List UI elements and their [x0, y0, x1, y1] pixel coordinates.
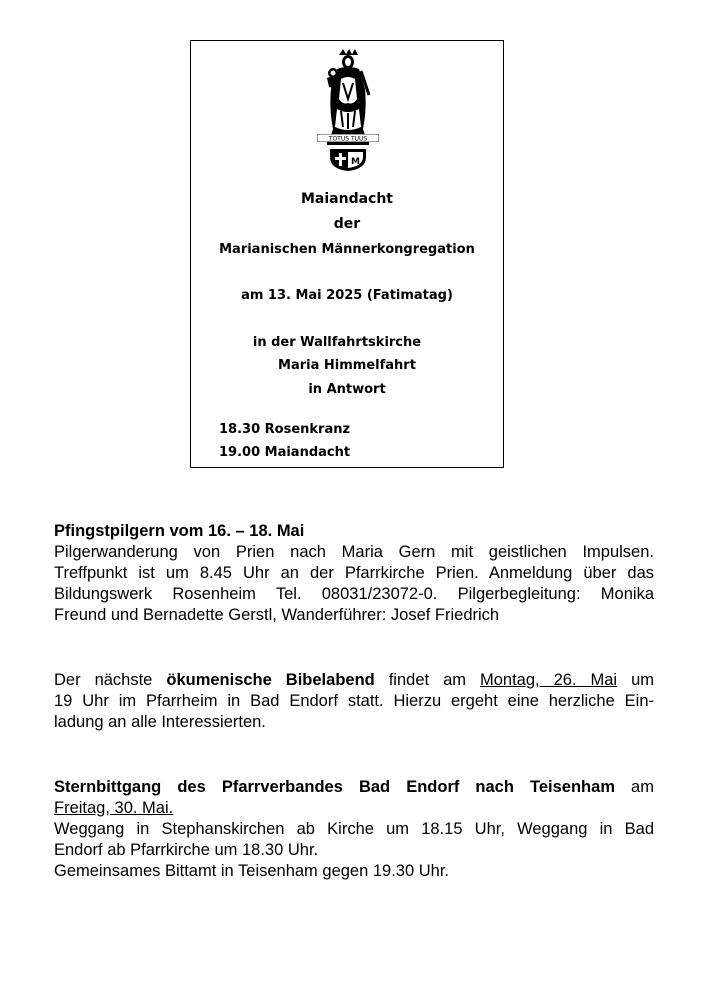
sternbittgang-line5: Gemeinsames Bittamt in Teisenham gegen 19.30 Uhr.: [54, 862, 449, 880]
notice-place-line3: in Antwort: [308, 382, 386, 397]
bibelabend-text: Der nächste: [54, 671, 167, 689]
sternbittgang-line4: Endorf ab Pfarrkirche um 18.30 Uhr.: [54, 841, 319, 859]
notice-title-der: der: [333, 216, 361, 232]
bibelabend-line3: ladung an alle Interessierten.: [54, 713, 266, 731]
maiandacht-notice-box: [190, 40, 504, 468]
emblem-banner: [317, 134, 379, 142]
sternbittgang-heading: Sternbittgang des Pfarrverbandes Bad Endorf nach Teisenham: [54, 778, 615, 796]
sternbittgang-section: [54, 777, 654, 882]
madonna-statue-emblem-icon: [315, 49, 381, 171]
schedule-item-maiandacht: 19.00 Maiandacht: [219, 445, 351, 460]
bibelabend-title: ökumenische Bibelabend: [166, 671, 375, 689]
sternbittgang-date: Freitag, 30. Mai.: [54, 799, 174, 817]
sternbittgang-line3: Weggang in Stephanskirchen ab Kirche um 18.15 Uhr, Weggang in Bad: [54, 820, 654, 838]
bibelabend-date: Montag, 26. Mai: [479, 671, 618, 689]
sternbittgang-heading-line: [54, 777, 654, 798]
notice-organization: Marianischen Männerkongregation: [219, 242, 475, 257]
bibelabend-text: um: [617, 671, 655, 689]
bibelabend-line2: 19 Uhr im Pfarrheim in Bad Endorf statt. Hierzu ergeht eine herzliche Ein-: [54, 692, 654, 710]
pfingstpilgern-section: [54, 521, 654, 626]
bibelabend-section: [54, 670, 654, 733]
notice-place-line1: in der Wallfahrtskirche: [252, 335, 422, 350]
schedule-item-rosenkranz: 18.30 Rosenkranz: [219, 422, 351, 437]
pfingstpilgern-line: Freund und Bernadette Gerstl, Wanderführer: Josef Friedrich: [54, 606, 500, 624]
notice-place-line2: Maria Himmelfahrt: [278, 358, 416, 373]
sternbittgang-text: am: [614, 778, 654, 796]
bibelabend-line1: [54, 670, 654, 691]
pfingstpilgern-line: Bildungswerk Rosenheim Tel. 08031/23072-0. Pilgerbegleitung: Monika: [54, 585, 654, 603]
pfingstpilgern-line: Pilgerwanderung von Prien nach Maria Gern mit geistlichen Impulsen.: [54, 543, 654, 561]
notice-date: am 13. Mai 2025 (Fatimatag): [241, 288, 453, 303]
pfingstpilgern-line: Treffpunkt ist um 8.45 Uhr an der Pfarrkirche Prien. Anmeldung über das: [54, 564, 654, 582]
emblem-banner-text: TOTUS TUUS: [328, 135, 368, 142]
pfingstpilgern-heading: Pfingstpilgern vom 16. – 18. Mai: [54, 522, 305, 540]
notice-title: Maiandacht: [300, 191, 394, 207]
bibelabend-text: findet am: [374, 671, 480, 689]
emblem-letter: M: [351, 157, 360, 167]
